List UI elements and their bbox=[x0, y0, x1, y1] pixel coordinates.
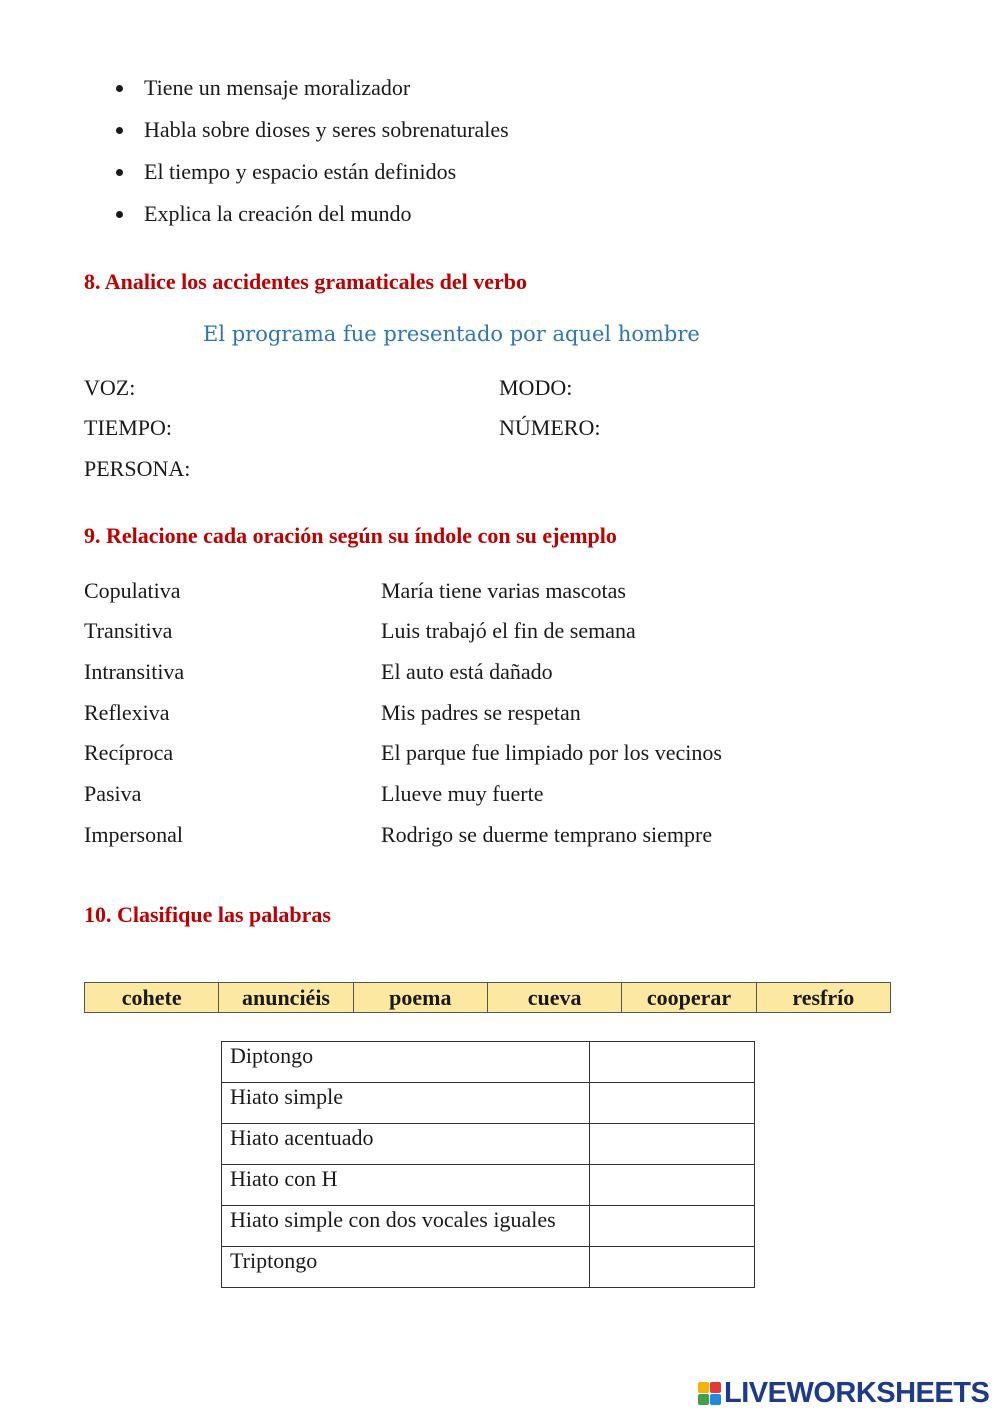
table-row bbox=[222, 1247, 755, 1288]
classification-table bbox=[221, 1041, 755, 1288]
example-item[interactable]: El parque fue limpiado por los vecinos bbox=[381, 740, 722, 765]
sentence-type: Recíproca bbox=[84, 740, 174, 765]
liveworksheets-logo bbox=[698, 1376, 989, 1410]
example-sentence: El programa fue presentado por aquel hombre bbox=[203, 322, 700, 346]
category-label: Hiato simple con dos vocales iguales bbox=[222, 1206, 590, 1247]
category-label: Hiato con H bbox=[222, 1165, 590, 1206]
logo-square-icon bbox=[698, 1394, 709, 1405]
table-row bbox=[222, 1042, 755, 1083]
bullet-item: Tiene un mensaje moralizador bbox=[144, 75, 411, 100]
answer-cell[interactable] bbox=[590, 1206, 755, 1247]
bullet-dot-icon bbox=[116, 85, 123, 92]
answer-cell[interactable] bbox=[590, 1165, 755, 1206]
answer-cell[interactable] bbox=[590, 1042, 755, 1083]
section-10-heading: 10. Clasifique las palabras bbox=[84, 902, 331, 927]
word-chip[interactable]: anunciéis bbox=[219, 983, 353, 1013]
category-label: Hiato acentuado bbox=[222, 1124, 590, 1165]
sentence-type: Copulativa bbox=[84, 578, 181, 603]
table-row bbox=[222, 1165, 755, 1206]
field-tiempo-label: TIEMPO: bbox=[84, 415, 172, 440]
word-chip[interactable]: poema bbox=[353, 983, 487, 1013]
section-9-heading: 9. Relacione cada oración según su índole con su ejemplo bbox=[84, 523, 617, 548]
sentence-type: Pasiva bbox=[84, 781, 142, 806]
logo-square-icon bbox=[710, 1382, 721, 1393]
field-modo-label: MODO: bbox=[499, 375, 573, 400]
field-voz-label: VOZ: bbox=[84, 375, 136, 400]
bullet-dot-icon bbox=[116, 169, 123, 176]
word-chip[interactable]: cueva bbox=[487, 983, 621, 1013]
sentence-type: Impersonal bbox=[84, 822, 183, 847]
table-row bbox=[222, 1124, 755, 1165]
sentence-type: Transitiva bbox=[84, 618, 173, 643]
category-label: Hiato simple bbox=[222, 1083, 590, 1124]
bullet-item: Explica la creación del mundo bbox=[144, 201, 412, 226]
sentence-type: Intransitiva bbox=[84, 659, 185, 684]
bullet-dot-icon bbox=[116, 211, 123, 218]
category-label: Diptongo bbox=[222, 1042, 590, 1083]
logo-text: LIVEWORKSHEETS bbox=[724, 1376, 990, 1409]
answer-cell[interactable] bbox=[590, 1247, 755, 1288]
logo-square-icon bbox=[710, 1394, 721, 1405]
bullet-item: Habla sobre dioses y seres sobrenaturales bbox=[144, 117, 509, 142]
example-item[interactable]: Rodrigo se duerme temprano siempre bbox=[381, 822, 713, 847]
example-item[interactable]: Luis trabajó el fin de semana bbox=[381, 618, 636, 643]
logo-square-icon bbox=[698, 1382, 709, 1393]
word-chip[interactable]: resfrío bbox=[756, 983, 890, 1013]
category-label: Triptongo bbox=[222, 1247, 590, 1288]
example-item[interactable]: María tiene varias mascotas bbox=[381, 578, 626, 603]
example-item[interactable]: Llueve muy fuerte bbox=[381, 781, 544, 806]
field-persona-label: PERSONA: bbox=[84, 456, 191, 481]
logo-mark-icon bbox=[698, 1382, 721, 1405]
section-8-heading: 8. Analice los accidentes gramaticales del verbo bbox=[84, 269, 527, 294]
field-numero-label: NÚMERO: bbox=[499, 415, 601, 440]
table-row bbox=[222, 1083, 755, 1124]
example-item[interactable]: El auto está dañado bbox=[381, 659, 553, 684]
bullet-item: El tiempo y espacio están definidos bbox=[144, 159, 457, 184]
bullet-dot-icon bbox=[116, 127, 123, 134]
table-row bbox=[222, 1206, 755, 1247]
sentence-type: Reflexiva bbox=[84, 700, 170, 725]
word-chip[interactable]: cohete bbox=[85, 983, 219, 1013]
example-item[interactable]: Mis padres se respetan bbox=[381, 700, 581, 725]
answer-cell[interactable] bbox=[590, 1124, 755, 1165]
answer-cell[interactable] bbox=[590, 1083, 755, 1124]
word-chip[interactable]: cooperar bbox=[622, 983, 756, 1013]
word-bank-table bbox=[84, 982, 891, 1013]
